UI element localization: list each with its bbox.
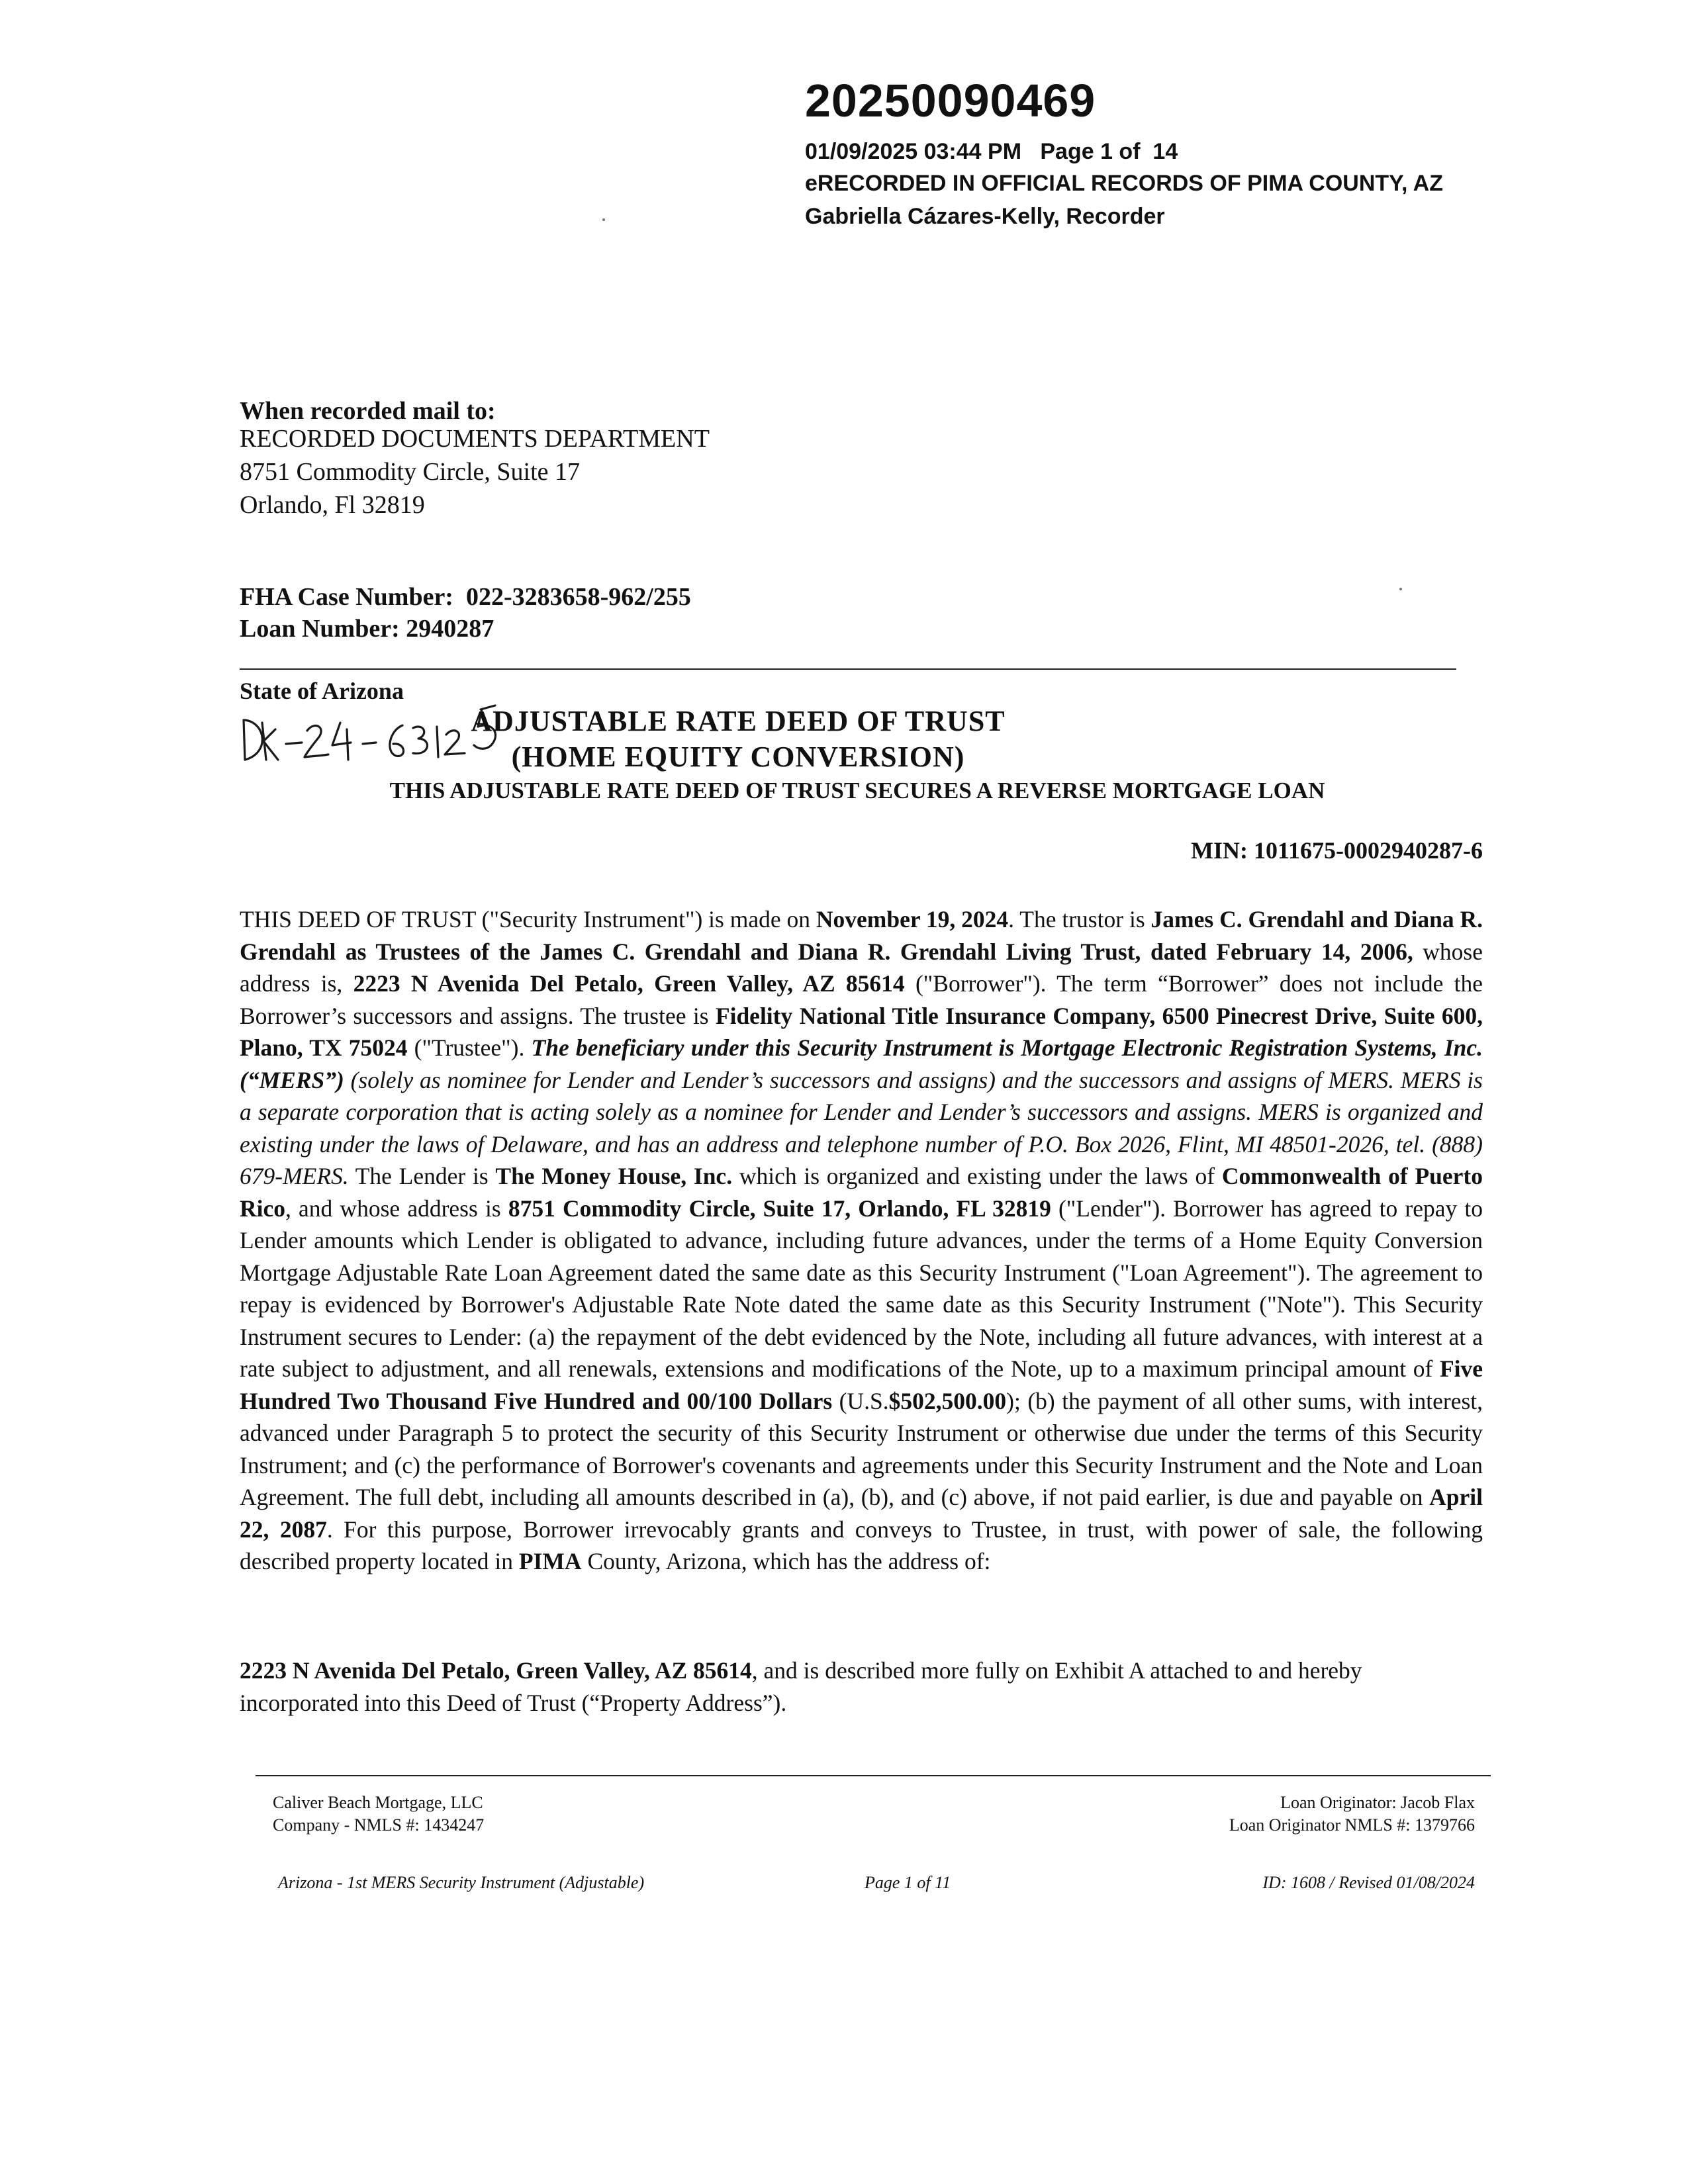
mail-to-line: RECORDED DOCUMENTS DEPARTMENT: [240, 425, 710, 453]
recording-recorder: Gabriella Cázares-Kelly, Recorder: [805, 204, 1165, 229]
state-label: State of Arizona: [240, 678, 404, 704]
header-divider: [240, 668, 1456, 670]
deed-body-paragraph: THIS DEED OF TRUST ("Security Instrument") is made on November 19, 2024. The trustor is James C. Grendahl and Diana R. Grendahl as Trustees of the James C. Grendahl and Diana R. Grendahl Living Trust, dated February 14, 2006, whose address is, 2223 N Avenida Del Petalo, Green Valley, AZ 85614 ("Borrower"). The term “Borrower” does not include the Borrower’s successors and assigns. The trustee is Fidelity National Title Insurance Company, 6500 Pinecrest Drive, Suite 600, Plano, TX 75024 ("Trustee"). The beneficiary under this Security Instrument is Mortgage Electronic Registration Systems, Inc. (“MERS”) (solely as nominee for Lender and Lender’s successors and assigns) and the successors and assigns of MERS. MERS is a separate corporation that is acting solely as a nominee for Lender and Lender’s successors and assigns. MERS is organized and existing under the laws of Delaware, and has an address and telephone number of P.O. Box 2026, Flint, MI 48501-2026, tel. (888) 679-MERS. The Lender is The Money House, Inc. which is organized and existing under the laws of Commonwealth of Puerto Rico, and whose address is 8751 Commodity Circle, Suite 17, Orlando, FL 32819 ("Lender"). Borrower has agreed to repay to Lender amounts which Lender is obligated to advance, including future advances, under the terms of a Home Equity Conversion Mortgage Adjustable Rate Loan Agreement dated the same date as this Security Instrument ("Loan Agreement"). The agreement to repay is evidenced by Borrower's Adjustable Rate Note dated the same date as this Security Instrument ("Note"). This Security Instrument secures to Lender: (a) the repayment of the debt evidenced by the Note, including all future advances, with interest at a rate subject to adjustment, and all renewals, extensions and modifications of the Note, up to a maximum principal amount of Five Hundred Two Thousand Five Hundred and 00/100 Dollars (U.S.$502,500.00); (b) the payment of all other sums, with interest, advanced under Paragraph 5 to protect the security of this Security Instrument or otherwise due under the terms of this Security Instrument; and (c) the performance of Borrower's covenants and agreements under this Security Instrument and the Note and Loan Agreement. The full debt, including all amounts described in (a), (b), and (c) above, if not paid earlier, is due and payable on April 22, 2087. For this purpose, Borrower irrevocably grants and conveys to Trustee, in trust, with power of sale, the following described property located in PIMA County, Arizona, which has the address of:: [240, 906, 1483, 1574]
property-address-paragraph: 2223 N Avenida Del Petalo, Green Valley, AZ 85614, and is described more fully on Exhibit A attached to and hereby incorporated into this Deed of Trust (“Property Address”).: [240, 1657, 1362, 1716]
footer-form-name: Arizona - 1st MERS Security Instrument (Adjustable): [278, 1873, 645, 1892]
footer-company: Caliver Beach Mortgage, LLC: [273, 1793, 483, 1812]
footer-form-id: ID: 1608 / Revised 01/08/2024: [1262, 1873, 1475, 1892]
scan-speck: [602, 218, 605, 221]
scan-speck: [1399, 588, 1402, 590]
mail-to-heading: When recorded mail to:: [240, 397, 496, 425]
fha-case-number: FHA Case Number: 022-3283658-962/255: [240, 583, 691, 611]
loan-number: Loan Number: 2940287: [240, 615, 494, 643]
property-address: 2223 N Avenida Del Petalo, Green Valley, AZ 85614: [240, 1657, 752, 1684]
footer-originator-nmls: Loan Originator NMLS #: 1379766: [1229, 1815, 1475, 1835]
mail-to-line: Orlando, Fl 32819: [240, 491, 425, 519]
footer-loan-originator: Loan Originator: Jacob Flax: [1280, 1793, 1475, 1812]
document-notice: THIS ADJUSTABLE RATE DEED OF TRUST SECURES A REVERSE MORTGAGE LOAN: [389, 778, 1325, 803]
min-number: MIN: 1011675-0002940287-6: [1191, 837, 1483, 864]
recording-datetime-page: 01/09/2025 03:44 PM Page 1 of 14: [805, 139, 1178, 164]
footer-divider: [256, 1775, 1491, 1776]
recording-office: eRECORDED IN OFFICIAL RECORDS OF PIMA COUNTY, AZ: [805, 171, 1444, 196]
footer-page-number: Page 1 of 11: [865, 1873, 951, 1892]
footer-company-nmls: Company - NMLS #: 1434247: [273, 1815, 485, 1835]
mail-to-line: 8751 Commodity Circle, Suite 17: [240, 458, 581, 486]
document-subtitle: (HOME EQUITY CONVERSION): [511, 741, 965, 773]
document-title: ADJUSTABLE RATE DEED OF TRUST: [471, 705, 1006, 737]
recording-number: 20250090469: [805, 75, 1096, 126]
